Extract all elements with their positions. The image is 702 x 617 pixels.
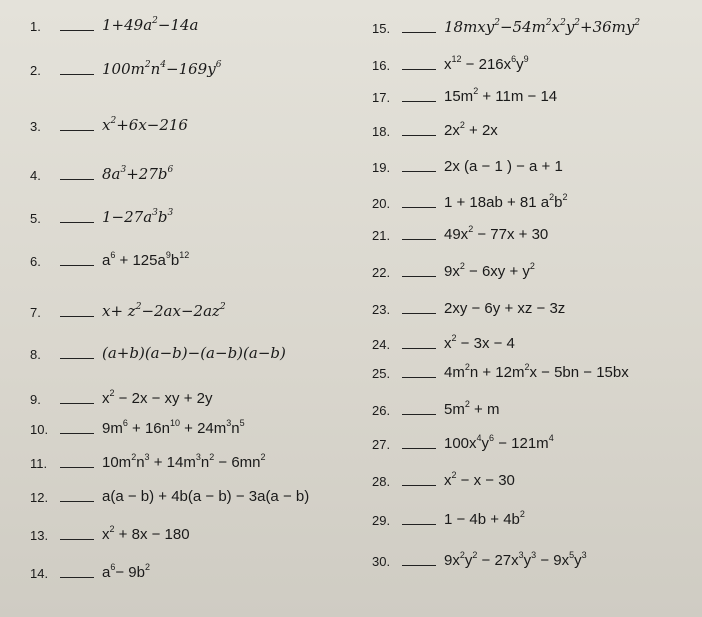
answer-blank[interactable] — [60, 576, 94, 578]
exercise-19 — [372, 158, 563, 175]
exercise-number: 19. — [372, 160, 391, 175]
exercise-21 — [372, 226, 548, 243]
answer-blank[interactable] — [402, 413, 436, 415]
exercise-number: 28. — [372, 474, 391, 489]
answer-blank[interactable] — [60, 221, 94, 223]
answer-blank[interactable] — [60, 315, 94, 317]
exercise-number: 17. — [372, 90, 391, 105]
exercise-23 — [372, 300, 565, 317]
exponent: 3 — [581, 550, 587, 560]
exercise-number: 23. — [372, 302, 391, 317]
exercise-17 — [372, 88, 557, 105]
exercise-number: 21. — [372, 228, 391, 243]
exercise-4 — [30, 165, 173, 183]
exercise-expression: $1+49a^2-14a$ — [102, 16, 199, 34]
exercise-expression: $9m^6 + 16n^{10} + 24m^3n^5$ — [102, 418, 245, 437]
answer-blank[interactable] — [402, 523, 436, 525]
answer-blank[interactable] — [402, 347, 436, 349]
exercise-number: 30. — [372, 554, 391, 569]
exercise-number: 12. — [30, 490, 49, 505]
exercise-number: 16. — [372, 58, 391, 73]
exponent: 6 — [110, 562, 116, 572]
exercise-expression: $a^6 + 125a^9b^{12}$ — [102, 250, 190, 269]
exponent: 2 — [464, 362, 470, 372]
exercise-number: 29. — [372, 513, 391, 528]
exponent: 2 — [459, 261, 465, 271]
exercise-expression: $x^2 - x - 30$ — [444, 470, 515, 489]
exponent: 2 — [545, 18, 552, 28]
exercise-number: 1. — [30, 19, 41, 34]
exercise-20 — [372, 194, 567, 211]
exponent: 2 — [494, 18, 500, 28]
exercise-number: 22. — [372, 265, 391, 280]
exercise-expression: $4m^2n + 12m^2x - 5bn - 15bx$ — [444, 362, 629, 381]
answer-blank[interactable] — [402, 447, 436, 449]
exercise-expression: $1 - 4b + 4b^2$ — [444, 509, 525, 528]
exercise-expression: $1-27a^3b^3$ — [102, 208, 174, 226]
exercise-expression: $x^2+6x-216$ — [102, 116, 188, 134]
answer-blank[interactable] — [402, 238, 436, 240]
exponent: 12 — [451, 54, 462, 64]
answer-blank[interactable] — [402, 312, 436, 314]
exercise-27 — [372, 435, 554, 452]
exercise-expression: $8a^3+27b^6$ — [102, 165, 174, 183]
exercise-7 — [30, 302, 226, 320]
exercise-6 — [30, 252, 189, 269]
exercise-expression: $x^2 + 8x - 180$ — [102, 524, 190, 543]
answer-blank[interactable] — [402, 564, 436, 566]
exponent: 9 — [523, 54, 529, 64]
exponent: 2 — [459, 550, 465, 560]
answer-blank[interactable] — [402, 170, 436, 172]
exercise-30 — [372, 552, 587, 569]
exponent: 6 — [122, 418, 128, 428]
exponent: 5 — [239, 418, 245, 428]
exponent: 6 — [215, 60, 222, 70]
exercise-expression: $5m^2 + m$ — [444, 399, 500, 418]
exponent: 2 — [459, 120, 465, 130]
exercise-number: 24. — [372, 337, 391, 352]
exercise-10 — [30, 420, 245, 437]
exponent: 2 — [549, 192, 555, 202]
exercise-number: 5. — [30, 211, 41, 226]
exercise-expression: 2x (a − 1 ) − a + 1 — [444, 158, 563, 175]
answer-blank[interactable] — [60, 432, 94, 434]
answer-blank[interactable] — [402, 484, 436, 486]
exercise-number: 15. — [372, 21, 391, 36]
answer-blank[interactable] — [402, 275, 436, 277]
exercise-22 — [372, 263, 535, 280]
exercise-18 — [372, 122, 498, 139]
exercise-number: 3. — [30, 119, 41, 134]
exponent: 3 — [120, 165, 127, 175]
exercise-5 — [30, 208, 173, 226]
exercise-15 — [372, 18, 640, 36]
exponent: 6 — [511, 54, 517, 64]
answer-blank[interactable] — [60, 357, 94, 359]
exponent: 3 — [531, 550, 537, 560]
answer-blank[interactable] — [60, 29, 94, 31]
exponent: 6 — [489, 433, 495, 443]
exercise-2 — [30, 60, 221, 78]
exercise-expression: $x^{12} - 216x^6y^9$ — [444, 54, 529, 73]
exponent: 2 — [131, 452, 137, 462]
exponent: 3 — [195, 452, 201, 462]
exercise-expression: $2x^2 + 2x$ — [444, 120, 498, 139]
exercise-number: 6. — [30, 254, 41, 269]
exercise-number: 9. — [30, 392, 41, 407]
exercise-expression: $x^2 - 2x$ − xy + 2y — [102, 388, 213, 407]
answer-blank[interactable] — [60, 178, 94, 180]
exercise-number: 14. — [30, 566, 49, 581]
exponent: 2 — [468, 224, 474, 234]
exponent: 3 — [144, 452, 150, 462]
exercise-expression: (a+b)(a−b)−(a−b)(a−b) — [102, 344, 286, 362]
exercise-number: 10. — [30, 422, 49, 437]
exercise-expression: $15m^2 + 11m - 14$ — [444, 86, 558, 105]
exponent: 2 — [209, 452, 215, 462]
exercise-number: 7. — [30, 305, 41, 320]
answer-blank[interactable] — [60, 538, 94, 540]
exponent: 2 — [562, 192, 568, 202]
exercise-expression: $18mxy^2-54m^2x^2y^2+36my^2$ — [444, 18, 641, 36]
exponent: 2 — [109, 388, 115, 398]
exercise-29 — [372, 511, 525, 528]
exponent: 2 — [529, 261, 535, 271]
exercise-expression: $49x^2 - 77x + 30$ — [444, 224, 549, 243]
exercise-13 — [30, 526, 190, 543]
answer-blank[interactable] — [402, 376, 436, 378]
exponent: 2 — [473, 86, 479, 96]
exercise-14 — [30, 564, 150, 581]
exponent: 5 — [569, 550, 575, 560]
exponent: 6 — [167, 165, 174, 175]
exponent: 9 — [165, 250, 171, 260]
exercise-expression: 2xy − 6y + xz − 3z — [444, 300, 566, 317]
exponent: 2 — [109, 524, 115, 534]
exponent: 3 — [152, 208, 158, 218]
exercise-number: 11. — [30, 456, 48, 471]
exercise-9 — [30, 390, 212, 407]
exponent: 2 — [260, 452, 266, 462]
exercise-expression: a(a − b) + 4b(a − b) − 3a(a − b) — [102, 488, 310, 505]
exercise-number: 13. — [30, 528, 49, 543]
exponent: 2 — [451, 333, 457, 343]
answer-blank[interactable] — [60, 500, 94, 502]
exponent: 2 — [574, 18, 581, 28]
exercise-number: 20. — [372, 196, 391, 211]
exercise-expression: $x^2 - 3x - 4$ — [444, 333, 515, 352]
exercise-expression: $100m^2n^4-169y^6$ — [102, 60, 222, 78]
exercise-28 — [372, 472, 515, 489]
answer-blank[interactable] — [402, 68, 436, 70]
exercise-number: 2. — [30, 63, 41, 78]
exercise-expression: $x+ z^2-2ax-2az^2$ — [102, 302, 226, 320]
answer-blank[interactable] — [402, 31, 436, 33]
answer-blank[interactable] — [60, 402, 94, 404]
exponent: 4 — [476, 433, 482, 443]
exercise-expression: 1 + 18ab + 81 $a^2b^2$ — [444, 192, 568, 211]
exponent: 2 — [634, 18, 641, 28]
exponent: 2 — [451, 470, 457, 480]
exponent: 2 — [219, 302, 226, 312]
answer-blank[interactable] — [402, 100, 436, 102]
exercise-1 — [30, 16, 199, 34]
exercise-expression: $10m^2n^3 + 14m^3n^2 - 6mn^2$ — [102, 452, 266, 471]
exponent: 2 — [110, 116, 117, 126]
exercise-expression: $9x^2y^2 - 27x^3y^3 - 9x^5y^3$ — [444, 550, 587, 569]
exponent: 12 — [179, 250, 190, 260]
answer-blank[interactable] — [60, 264, 94, 266]
exponent: 2 — [144, 60, 151, 70]
answer-blank[interactable] — [402, 206, 436, 208]
exercise-11 — [30, 454, 266, 471]
exercise-expression: $9x^2 - 6xy + y^2$ — [444, 261, 535, 280]
exponent: 2 — [464, 399, 470, 409]
answer-blank[interactable] — [402, 134, 436, 136]
exponent: 3 — [167, 208, 174, 218]
exponent: 4 — [548, 433, 554, 443]
exercise-number: 18. — [372, 124, 391, 139]
answer-blank[interactable] — [60, 129, 94, 131]
exercise-expression: $a^6- 9b^2$ — [102, 562, 150, 581]
answer-blank[interactable] — [60, 73, 94, 75]
bleed-through-text — [300, 370, 304, 383]
exponent: 3 — [226, 418, 232, 428]
exercise-expression: $100x^4y^6 - 121m^4$ — [444, 433, 554, 452]
exercise-number: 26. — [372, 403, 391, 418]
exponent: 2 — [524, 362, 530, 372]
answer-blank[interactable] — [60, 466, 94, 468]
exponent: 4 — [160, 60, 166, 70]
exercise-number: 25. — [372, 366, 391, 381]
exponent: 2 — [519, 509, 525, 519]
exercise-8 — [30, 344, 286, 362]
exercise-number: 27. — [372, 437, 391, 452]
exponent: 2 — [472, 550, 478, 560]
exercise-number: 4. — [30, 168, 41, 183]
exercise-26 — [372, 401, 499, 418]
exercise-24 — [372, 335, 515, 352]
exercise-25 — [372, 364, 629, 381]
exponent: 10 — [169, 418, 180, 428]
exponent: 2 — [560, 18, 566, 28]
exercise-12 — [30, 488, 309, 505]
exponent: 2 — [144, 562, 150, 572]
exercise-16 — [372, 56, 529, 73]
exponent: 2 — [152, 16, 158, 26]
exercise-3 — [30, 116, 188, 134]
exponent: 6 — [110, 250, 116, 260]
exponent: 3 — [518, 550, 524, 560]
exponent: 2 — [135, 302, 142, 312]
exercise-number: 8. — [30, 347, 41, 362]
